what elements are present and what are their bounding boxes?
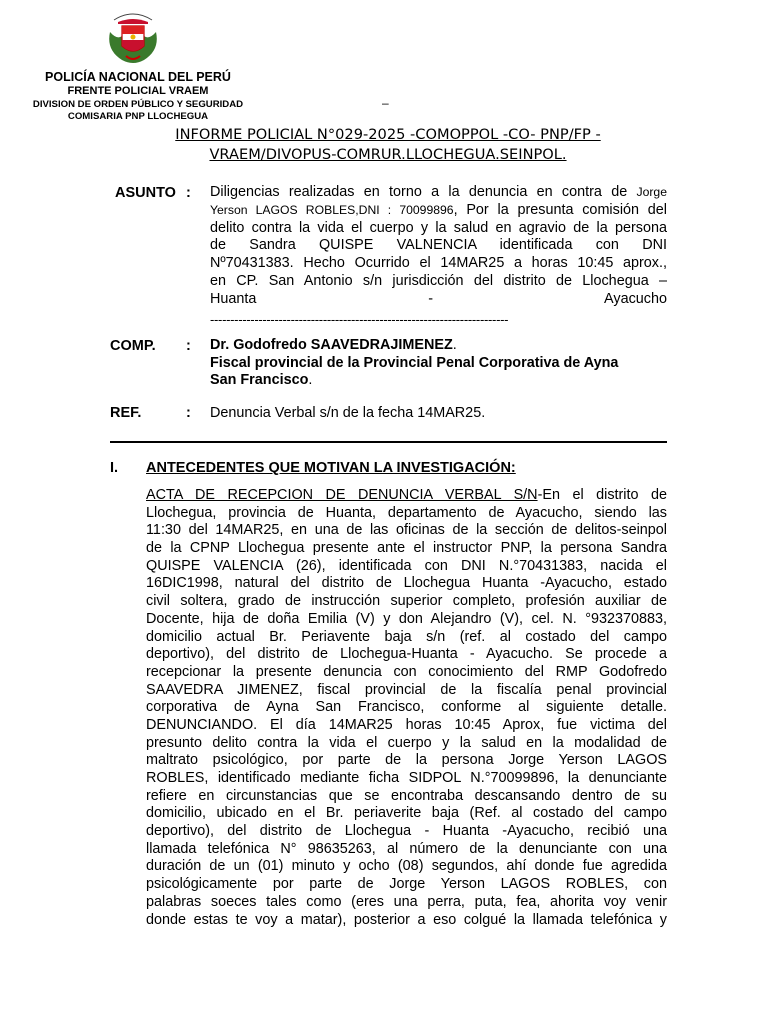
asunto-label: ASUNTO <box>115 185 176 201</box>
asunto-line-2: Yerson LAGOS ROBLES,DNI : 70099896, Por la presunta comisión del <box>210 201 667 218</box>
asunto-text <box>210 184 667 309</box>
asunto-line-4: de Sandra QUISPE VALNENCIA identificada con DNI <box>210 237 667 254</box>
section-divider <box>110 441 667 443</box>
header-dash: – <box>382 96 389 110</box>
body-line: psicológicamente por parte de Jorge Yerson LAGOS ROBLES, con <box>146 876 667 893</box>
asunto-line-5: Nº70431383. Hecho Ocurrido el 14MAR25 a horas 10:45 aprox., <box>210 255 667 272</box>
asunto-line-3: delito contra la vida el cuerpo y la salud en agravio de la persona <box>210 219 667 236</box>
front-name: FRENTE POLICIAL VRAEM <box>67 85 209 97</box>
coat-of-arms-emblem <box>104 6 162 66</box>
section-body <box>146 487 667 929</box>
body-line: palabras soeces tales como (eres una perra, puta, fea, ahorita voy venir <box>146 893 667 910</box>
body-line-lead: ACTA DE RECEPCION DE DENUNCIA VERBAL S/N-En el distrito de <box>146 487 667 503</box>
body-line: deportivo), del distrito de Llochegua - Huanta -Ayacucho, recibió una <box>146 823 667 840</box>
body-line: Llochegua, provincia de Huanta, departamento de Ayacucho, siendo las <box>146 504 667 521</box>
report-title-line-2: VRAEM/DIVOPUS-COMRUR.LLOCHEGUA.SEINPOL. <box>209 146 567 163</box>
body-line: 16DIC1998, natural del distrito de Llochegua Huanta -Ayacucho, estado <box>146 575 667 592</box>
body-line: presunto delito contra la vida el cuerpo y la salud en la modalidad de <box>146 734 667 751</box>
body-line: domicilio actual Br. Periavente baja s/n (ref. al costado del campo <box>146 628 667 645</box>
division-name: DIVISION DE ORDEN PÚBLICO Y SEGURIDAD <box>32 99 244 110</box>
ref-colon: : <box>186 405 191 421</box>
body-line: corporativa de Ayna San Francisco, conforme al siguiente detalle. <box>146 699 667 716</box>
ref-text: Denuncia Verbal s/n de la fecha 14MAR25. <box>210 405 486 421</box>
comp-line-2: Fiscal provincial de la Provincial Penal Corporativa de Ayna <box>210 355 619 371</box>
ref-label: REF. <box>110 405 142 421</box>
body-line: refiere en circunstancias que se encontraba descansando dentro de su <box>146 787 667 804</box>
asunto-line-7: Huanta - Ayacucho <box>210 290 667 307</box>
body-line: QUISPE VALENCIA (26), identificada con DNI N.°70431383, nacida el <box>146 557 667 574</box>
comp-colon: : <box>186 338 191 354</box>
comp-label: COMP. <box>110 338 156 354</box>
body-line: SAAVEDRA JIMENEZ, fiscal provincial de la fiscalía penal provincial <box>146 681 667 698</box>
report-title-line-1: INFORME POLICIAL N°029-2025 -COMOPPOL -CO- PNP/FP - <box>175 126 601 143</box>
asunto-colon: : <box>186 185 191 201</box>
body-line: domicilio, ubicado en el Br. periaverite baja (Ref. al costado del campo <box>146 805 667 822</box>
section-title: ANTECEDENTES QUE MOTIVAN LA INVESTIGACIÓN: <box>146 460 516 476</box>
asunto-dashed-rule: -------------------------------------------------------------------------- <box>210 312 509 327</box>
body-line: llamada telefónica N° 98635263, al número de la denunciante con una <box>146 840 667 857</box>
body-line: donde estas te voy a matar), posterior a eso colgué la llamada telefónica y <box>146 911 667 928</box>
section-number: I. <box>110 460 119 476</box>
asunto-line-6: en CP. San Antonio s/n jurisdicción del distrito de Llochegua – <box>210 272 667 289</box>
institution-name: POLICÍA NACIONAL DEL PERÚ <box>45 70 231 84</box>
body-line: deportivo), del distrito de Llochegua-Huanta - Ayacucho. Se procede a <box>146 646 667 663</box>
comp-line-1: Dr. Godofredo SAAVEDRAJIMENEZ. <box>210 337 457 353</box>
body-line: recepcionar la presente denuncia con conocimiento del RMP Godofredo <box>146 663 667 680</box>
station-name: COMISARIA PNP LLOCHEGUA <box>67 111 209 122</box>
body-line: Docente, hija de doña Emilia (V) y don Alejandro (V), cel. N. °932370883, <box>146 610 667 627</box>
body-line: DENUNCIANDO. El día 14MAR25 horas 10:45 Aprox, fue victima del <box>146 716 667 733</box>
body-line: 11:30 del 14MAR25, en una de las oficinas de la sección de delitos-seinpol <box>146 522 667 539</box>
body-line: maltrato psicológico, por parte de la persona Jorge Yerson LAGOS <box>146 752 667 769</box>
body-line: civil soltera, grado de instrucción superior completo, profesión auxiliar de <box>146 593 667 610</box>
body-line: ROBLES, identificado mediante ficha SIDPOL N.°70099896, la denunciante <box>146 770 667 786</box>
comp-line-3: San Francisco. <box>210 372 313 388</box>
asunto-line-1: Diligencias realizadas en torno a la denuncia en contra de Jorge <box>210 184 667 200</box>
body-line: duración de un (01) minuto y ocho (08) segundos, ahí donde fue agredida <box>146 858 667 875</box>
body-line: de la CPNP Llochegua presente ante el instructor PNP, la persona Sandra <box>146 540 667 557</box>
